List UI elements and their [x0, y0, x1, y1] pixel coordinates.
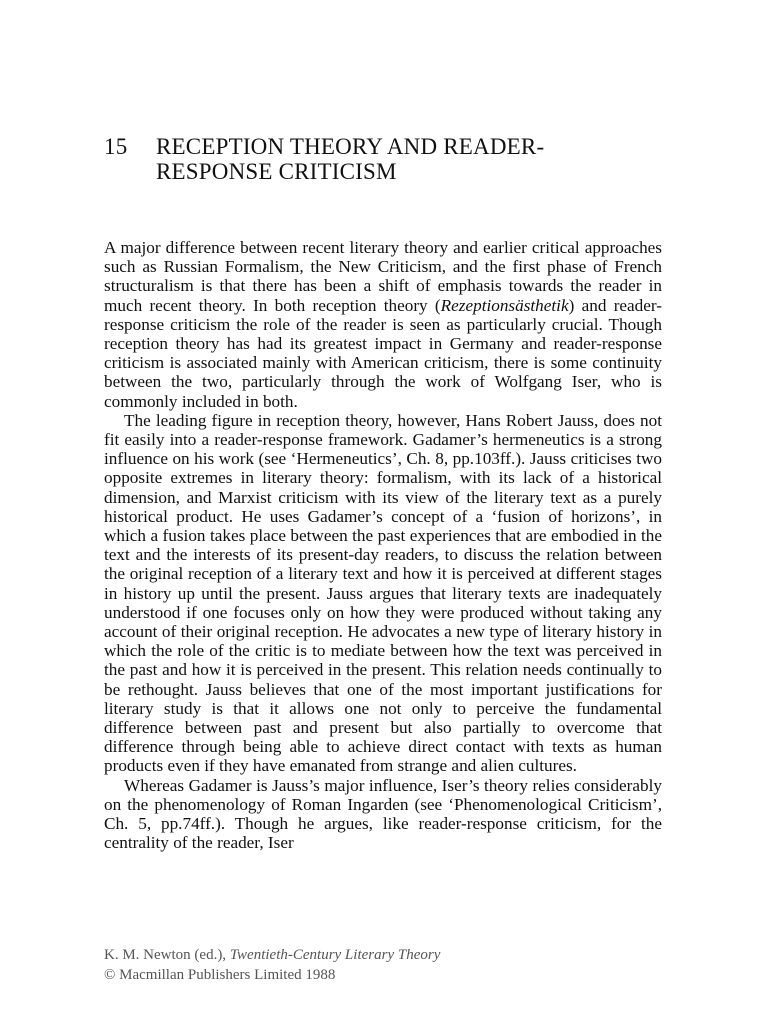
paragraph-2: The leading figure in reception theory, however, Hans Robert Jauss, does not fit easily into a reader-response framework. Gadamer’s hermeneutics is a strong influence on his work (see ‘Hermeneutics’, Ch. 8, pp.103ff.). Jauss criticises two opposite extremes in literary theory: formalism, with its lack of a historical dimension, and Marxist criticism with its view of the literary text as a purely historical product. He uses Gadamer’s concept of a ‘fusion of horizons’, in which a fusion takes place between the past experiences that are embodied in the text and the interests of its present-day readers, to discuss the relation between the original reception of a literary text and how it is perceived at different stages in history up until the present. Jauss argues that literary texts are inadequately understood if one focuses only on how they were produced without taking any account of their original reception. He advocates a new type of literary history in which the role of the critic is to mediate between how the text was perceived in the past and how it is perceived in the present. This relation needs continually to be rethought. Jauss believes that one of the most important justifications for literary study is that it allows one not only to perceive the fundamental difference between past and present but also partially to overcome that difference through being able to achieve direct contact with texts as human products even if they have emanated from strange and alien cultures. [104, 410, 662, 776]
chapter-number: 15 [104, 134, 128, 159]
chapter-title [156, 134, 676, 184]
chapter-title-line-2: RESPONSE CRITICISM [156, 159, 397, 184]
body-text [104, 238, 662, 853]
paragraph-1-text-a: A major difference between recent literary theory and earlier critical approaches such as Russian Formalism, the New Criticism, and the first phase of French structuralism is that there has been a shift of emphasis towards the reader in much recent theory. In both reception theory ( [104, 238, 662, 315]
footer-book-title: Twentieth-Century Literary Theory [229, 947, 441, 963]
paragraph-3: Whereas Gadamer is Jauss’s major influence, Iser’s theory relies considerably on the phenomenology of Roman Ingarden (see ‘Phenomenological Criticism’, Ch. 5, pp.74ff.). Though he argues, like reader-response criticism, for the centrality of the reader, Iser [104, 775, 662, 853]
footer-citation [104, 945, 664, 965]
footer-editor: K. M. Newton (ed.), [104, 947, 230, 963]
page-footer [104, 945, 664, 985]
paragraph-1 [104, 238, 662, 411]
paragraph-1-text-b: ) and reader-response criticism the role of the reader is seen as particularly crucial. Though reception theory has had its greatest impact in Germany and reader-response criticism is associated mainly with American criticism, there is some continuity between the two, particularly through the work of Wolfgang Iser, who is commonly included in both. [104, 295, 662, 411]
paragraph-1-italic-term: Rezeptionsästhetik [440, 295, 569, 315]
chapter-title-line-1: RECEPTION THEORY AND READER- [156, 134, 545, 159]
chapter-heading [104, 134, 704, 184]
footer-copyright: © Macmillan Publishers Limited 1988 [104, 967, 336, 983]
